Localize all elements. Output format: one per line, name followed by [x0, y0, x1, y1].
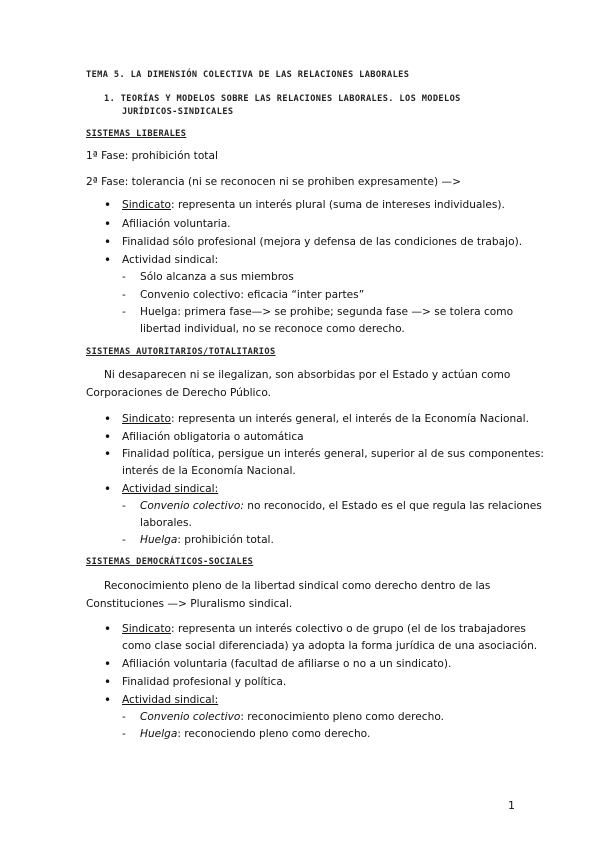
dash-icon: - [122, 306, 126, 318]
section-title-line2: JURÍDICOS-SINDICALES [122, 107, 234, 117]
fase-2: 2ª Fase: tolerancia (ni se reconocen ni se prohiben expresamente) —> [86, 176, 462, 188]
list-item: Finalidad política, persigue un interés general, superior al de sus componentes: [122, 448, 544, 460]
dash-icon: - [122, 289, 126, 301]
dash-icon: - [122, 728, 126, 740]
heading-autoritarios: SISTEMAS AUTORITARIOS/TOTALITARIOS [86, 347, 276, 357]
list-item: Afiliación obligatoria o automática [122, 431, 304, 443]
bullet-icon: • [104, 253, 112, 267]
sub-list-item-cont: laborales. [140, 517, 192, 529]
dash-icon: - [122, 711, 126, 723]
sub-list-item: Huelga: prohibición total. [140, 534, 274, 546]
list-item: Actividad sindical: [122, 694, 219, 706]
heading-liberales: SISTEMAS LIBERALES [86, 129, 187, 139]
sub-list-item: Convenio colectivo: no reconocido, el Estado es el que regula las relaciones [140, 500, 542, 512]
heading-democraticos: SISTEMAS DEMOCRÁTICOS-SOCIALES [86, 557, 254, 567]
section-title-line1: 1. TEORÍAS Y MODELOS SOBRE LAS RELACIONES LABORALES. LOS MODELOS [104, 94, 461, 104]
sub-list-item: Huelga: primera fase—> se prohibe; segunda fase —> se tolera como [140, 306, 514, 318]
page-number: 1 [508, 799, 515, 812]
list-item: Actividad sindical: [122, 254, 219, 266]
sub-list-item: Sólo alcanza a sus miembros [140, 271, 294, 283]
topic-title: TEMA 5. LA DIMENSIÓN COLECTIVA DE LAS RELACIONES LABORALES [86, 70, 410, 80]
paragraph-line1: Ni desaparecen ni se ilegalizan, son absorbidas por el Estado y actúan como [104, 369, 511, 381]
dash-icon: - [122, 534, 126, 546]
bullet-icon: • [104, 675, 112, 689]
bullet-icon: • [104, 430, 112, 444]
dash-icon: - [122, 271, 126, 283]
paragraph-line2: Corporaciones de Derecho Público. [86, 387, 271, 399]
list-item: Sindicato: representa un interés general, el interés de la Economía Nacional. [122, 413, 529, 425]
list-item: Afiliación voluntaria (facultad de afiliarse o no a un sindicato). [122, 658, 452, 670]
bullet-icon: • [104, 412, 112, 426]
bullet-icon: • [104, 622, 112, 636]
list-item: Sindicato: representa un interés plural (suma de intereses individuales). [122, 199, 505, 211]
sub-list-item: Convenio colectivo: eficacia “inter partes” [140, 289, 365, 301]
sub-list-item-cont: libertad individual, no se reconoce como derecho. [140, 323, 405, 335]
list-item: Actividad sindical: [122, 483, 219, 495]
list-item-cont: como clase social diferenciada) ya adopta la forma jurídica de una asociación. [122, 640, 538, 652]
bullet-icon: • [104, 693, 112, 707]
bullet-icon: • [104, 482, 112, 496]
paragraph-line2: Constituciones —> Pluralismo sindical. [86, 598, 293, 610]
list-item: Sindicato: representa un interés colectivo o de grupo (el de los trabajadores [122, 623, 526, 635]
list-item: Finalidad profesional y política. [122, 676, 287, 688]
list-item: Afiliación voluntaria. [122, 218, 231, 230]
list-item-cont: interés de la Economía Nacional. [122, 465, 296, 477]
list-item: Finalidad sólo profesional (mejora y defensa de las condiciones de trabajo). [122, 236, 523, 248]
sub-list-item: Huelga: reconociendo pleno como derecho. [140, 728, 371, 740]
bullet-icon: • [104, 198, 112, 212]
dash-icon: - [122, 500, 126, 512]
sub-list-item: Convenio colectivo: reconocimiento pleno como derecho. [140, 711, 444, 723]
bullet-icon: • [104, 447, 112, 461]
bullet-icon: • [104, 217, 112, 231]
paragraph-line1: Reconocimiento pleno de la libertad sindical como derecho dentro de las [104, 580, 491, 592]
fase-1: 1ª Fase: prohibición total [86, 150, 218, 162]
bullet-icon: • [104, 235, 112, 249]
bullet-icon: • [104, 657, 112, 671]
